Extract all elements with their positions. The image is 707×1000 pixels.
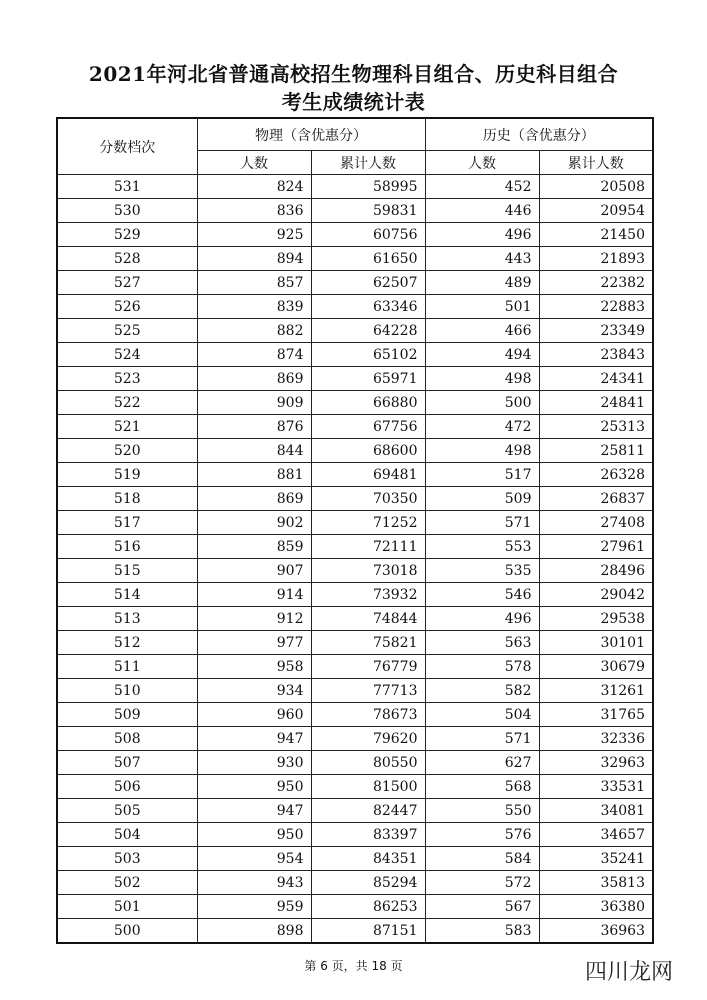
history-cumulative-cell: 32963 [539,751,653,775]
table-row [57,439,653,463]
score-cell: 516 [57,535,197,559]
physics-count-cell: 925 [197,223,311,247]
history-count-header: 人数 [425,151,539,175]
physics-cumulative-cell: 70350 [311,487,425,511]
table-row [57,847,653,871]
physics-count-cell: 898 [197,919,311,944]
physics-count-header: 人数 [197,151,311,175]
document-title-line2: 考生成绩统计表 [281,90,426,114]
physics-cumulative-cell: 64228 [311,319,425,343]
history-count-cell: 576 [425,823,539,847]
physics-count-cell: 958 [197,655,311,679]
history-count-cell: 496 [425,223,539,247]
table-row [57,679,653,703]
physics-cumulative-cell: 82447 [311,799,425,823]
score-cell: 502 [57,871,197,895]
history-cumulative-cell: 27961 [539,535,653,559]
history-count-cell: 500 [425,391,539,415]
history-count-cell: 489 [425,271,539,295]
physics-cumulative-cell: 72111 [311,535,425,559]
physics-cumulative-cell: 81500 [311,775,425,799]
score-cell: 527 [57,271,197,295]
history-count-cell: 494 [425,343,539,367]
physics-count-cell: 943 [197,871,311,895]
history-cumulative-cell: 24341 [539,367,653,391]
physics-count-cell: 959 [197,895,311,919]
history-count-cell: 546 [425,583,539,607]
physics-cumulative-cell: 71252 [311,511,425,535]
physics-count-cell: 844 [197,439,311,463]
table-row [57,463,653,487]
table-body [57,175,653,944]
history-cumulative-cell: 27408 [539,511,653,535]
physics-count-cell: 824 [197,175,311,199]
score-statistics-table [56,117,654,944]
table-row [57,703,653,727]
score-cell: 507 [57,751,197,775]
history-count-cell: 517 [425,463,539,487]
table-row [57,343,653,367]
history-count-cell: 572 [425,871,539,895]
score-column-header: 分数档次 [57,118,197,175]
score-cell: 508 [57,727,197,751]
table-row [57,295,653,319]
history-cumulative-cell: 26837 [539,487,653,511]
physics-count-cell: 836 [197,199,311,223]
table-row [57,823,653,847]
score-cell: 513 [57,607,197,631]
table-row [57,199,653,223]
score-cell: 521 [57,415,197,439]
history-cumulative-cell: 30679 [539,655,653,679]
history-count-cell: 535 [425,559,539,583]
history-cumulative-cell: 30101 [539,631,653,655]
physics-cumulative-cell: 65102 [311,343,425,367]
history-cumulative-cell: 33531 [539,775,653,799]
table-row [57,583,653,607]
history-count-cell: 583 [425,919,539,944]
physics-count-cell: 947 [197,727,311,751]
score-cell: 506 [57,775,197,799]
history-count-cell: 553 [425,535,539,559]
table-row [57,799,653,823]
physics-count-cell: 977 [197,631,311,655]
score-cell: 517 [57,511,197,535]
score-cell: 515 [57,559,197,583]
physics-cumulative-cell: 79620 [311,727,425,751]
table-row [57,247,653,271]
history-count-cell: 501 [425,295,539,319]
physics-cumulative-cell: 69481 [311,463,425,487]
history-count-cell: 571 [425,727,539,751]
history-cumulative-cell: 34081 [539,799,653,823]
physics-count-cell: 876 [197,415,311,439]
physics-cumulative-cell: 83397 [311,823,425,847]
table-row [57,319,653,343]
physics-count-cell: 960 [197,703,311,727]
history-cumulative-cell: 29042 [539,583,653,607]
physics-cumulative-cell: 58995 [311,175,425,199]
score-cell: 524 [57,343,197,367]
history-cumulative-cell: 29538 [539,607,653,631]
physics-cumulative-cell: 76779 [311,655,425,679]
history-cumulative-cell: 25811 [539,439,653,463]
physics-cumulative-cell: 67756 [311,415,425,439]
physics-cumulative-cell: 87151 [311,919,425,944]
history-count-cell: 568 [425,775,539,799]
physics-count-cell: 909 [197,391,311,415]
physics-cumulative-cell: 63346 [311,295,425,319]
history-cumulative-cell: 20508 [539,175,653,199]
physics-count-cell: 869 [197,367,311,391]
score-cell: 500 [57,919,197,944]
history-count-cell: 446 [425,199,539,223]
physics-cumulative-cell: 62507 [311,271,425,295]
physics-count-cell: 882 [197,319,311,343]
physics-count-cell: 869 [197,487,311,511]
history-cumulative-cell: 22382 [539,271,653,295]
score-cell: 528 [57,247,197,271]
history-cumulative-cell: 35241 [539,847,653,871]
physics-count-cell: 950 [197,823,311,847]
history-count-cell: 563 [425,631,539,655]
physics-cumulative-cell: 66880 [311,391,425,415]
table-row [57,775,653,799]
physics-cumulative-cell: 73018 [311,559,425,583]
physics-cumulative-cell: 85294 [311,871,425,895]
physics-cumulative-cell: 59831 [311,199,425,223]
table-row [57,535,653,559]
physics-cumulative-cell: 73932 [311,583,425,607]
physics-count-cell: 930 [197,751,311,775]
table-row [57,367,653,391]
score-cell: 526 [57,295,197,319]
physics-count-cell: 839 [197,295,311,319]
history-group-header: 历史（含优惠分） [425,118,653,151]
physics-count-cell: 874 [197,343,311,367]
score-cell: 520 [57,439,197,463]
history-count-cell: 578 [425,655,539,679]
physics-cumulative-cell: 77713 [311,679,425,703]
history-cumulative-cell: 21893 [539,247,653,271]
physics-cumulative-cell: 61650 [311,247,425,271]
history-cumulative-cell: 31261 [539,679,653,703]
history-cumulative-cell: 25313 [539,415,653,439]
physics-cumulative-cell: 84351 [311,847,425,871]
history-cumulative-cell: 21450 [539,223,653,247]
history-cumulative-cell: 22883 [539,295,653,319]
physics-count-cell: 857 [197,271,311,295]
score-cell: 525 [57,319,197,343]
table-row [57,415,653,439]
physics-cumulative-cell: 78673 [311,703,425,727]
history-count-cell: 466 [425,319,539,343]
table-row [57,919,653,944]
score-cell: 514 [57,583,197,607]
table-row [57,487,653,511]
history-count-cell: 509 [425,487,539,511]
score-cell: 522 [57,391,197,415]
history-count-cell: 504 [425,703,539,727]
physics-count-cell: 912 [197,607,311,631]
history-cumulative-cell: 32336 [539,727,653,751]
score-cell: 519 [57,463,197,487]
history-cumulative-cell: 28496 [539,559,653,583]
table-row [57,391,653,415]
score-cell: 512 [57,631,197,655]
physics-cumulative-header: 累计人数 [311,151,425,175]
physics-cumulative-cell: 80550 [311,751,425,775]
history-cumulative-cell: 35813 [539,871,653,895]
physics-cumulative-cell: 86253 [311,895,425,919]
score-cell: 503 [57,847,197,871]
history-count-cell: 443 [425,247,539,271]
history-count-cell: 582 [425,679,539,703]
score-cell: 531 [57,175,197,199]
history-count-cell: 496 [425,607,539,631]
score-cell: 510 [57,679,197,703]
history-count-cell: 452 [425,175,539,199]
table-row [57,895,653,919]
physics-count-cell: 881 [197,463,311,487]
physics-count-cell: 934 [197,679,311,703]
physics-cumulative-cell: 68600 [311,439,425,463]
score-cell: 523 [57,367,197,391]
table-row [57,655,653,679]
table-row [57,511,653,535]
history-cumulative-cell: 20954 [539,199,653,223]
history-count-cell: 584 [425,847,539,871]
physics-cumulative-cell: 60756 [311,223,425,247]
score-cell: 501 [57,895,197,919]
physics-group-header: 物理（含优惠分） [197,118,425,151]
physics-count-cell: 914 [197,583,311,607]
history-count-cell: 498 [425,439,539,463]
physics-count-cell: 947 [197,799,311,823]
score-cell: 504 [57,823,197,847]
physics-cumulative-cell: 75821 [311,631,425,655]
history-cumulative-cell: 31765 [539,703,653,727]
history-count-cell: 550 [425,799,539,823]
physics-cumulative-cell: 65971 [311,367,425,391]
history-count-cell: 498 [425,367,539,391]
score-cell: 511 [57,655,197,679]
physics-cumulative-cell: 74844 [311,607,425,631]
score-cell: 518 [57,487,197,511]
score-cell: 509 [57,703,197,727]
history-cumulative-cell: 26328 [539,463,653,487]
table-row [57,559,653,583]
history-cumulative-cell: 36963 [539,919,653,944]
score-cell: 505 [57,799,197,823]
physics-count-cell: 907 [197,559,311,583]
table-row [57,175,653,199]
physics-count-cell: 894 [197,247,311,271]
table-row [57,871,653,895]
history-count-cell: 567 [425,895,539,919]
page-footer: 第 6 页，共 18 页 [304,959,403,973]
history-cumulative-cell: 23843 [539,343,653,367]
physics-count-cell: 902 [197,511,311,535]
physics-count-cell: 950 [197,775,311,799]
history-cumulative-cell: 23349 [539,319,653,343]
table-row [57,727,653,751]
table-row [57,751,653,775]
site-logo: 四川龙网 [565,958,693,988]
history-count-cell: 472 [425,415,539,439]
table-row [57,271,653,295]
table-row [57,223,653,247]
history-count-cell: 571 [425,511,539,535]
physics-count-cell: 859 [197,535,311,559]
score-cell: 529 [57,223,197,247]
history-cumulative-header: 累计人数 [539,151,653,175]
physics-count-cell: 954 [197,847,311,871]
history-cumulative-cell: 34657 [539,823,653,847]
score-cell: 530 [57,199,197,223]
table-row [57,631,653,655]
table-row [57,607,653,631]
history-cumulative-cell: 24841 [539,391,653,415]
history-count-cell: 627 [425,751,539,775]
history-cumulative-cell: 36380 [539,895,653,919]
document-title-line1: 2021年河北省普通高校招生物理科目组合、历史科目组合 [88,62,619,86]
